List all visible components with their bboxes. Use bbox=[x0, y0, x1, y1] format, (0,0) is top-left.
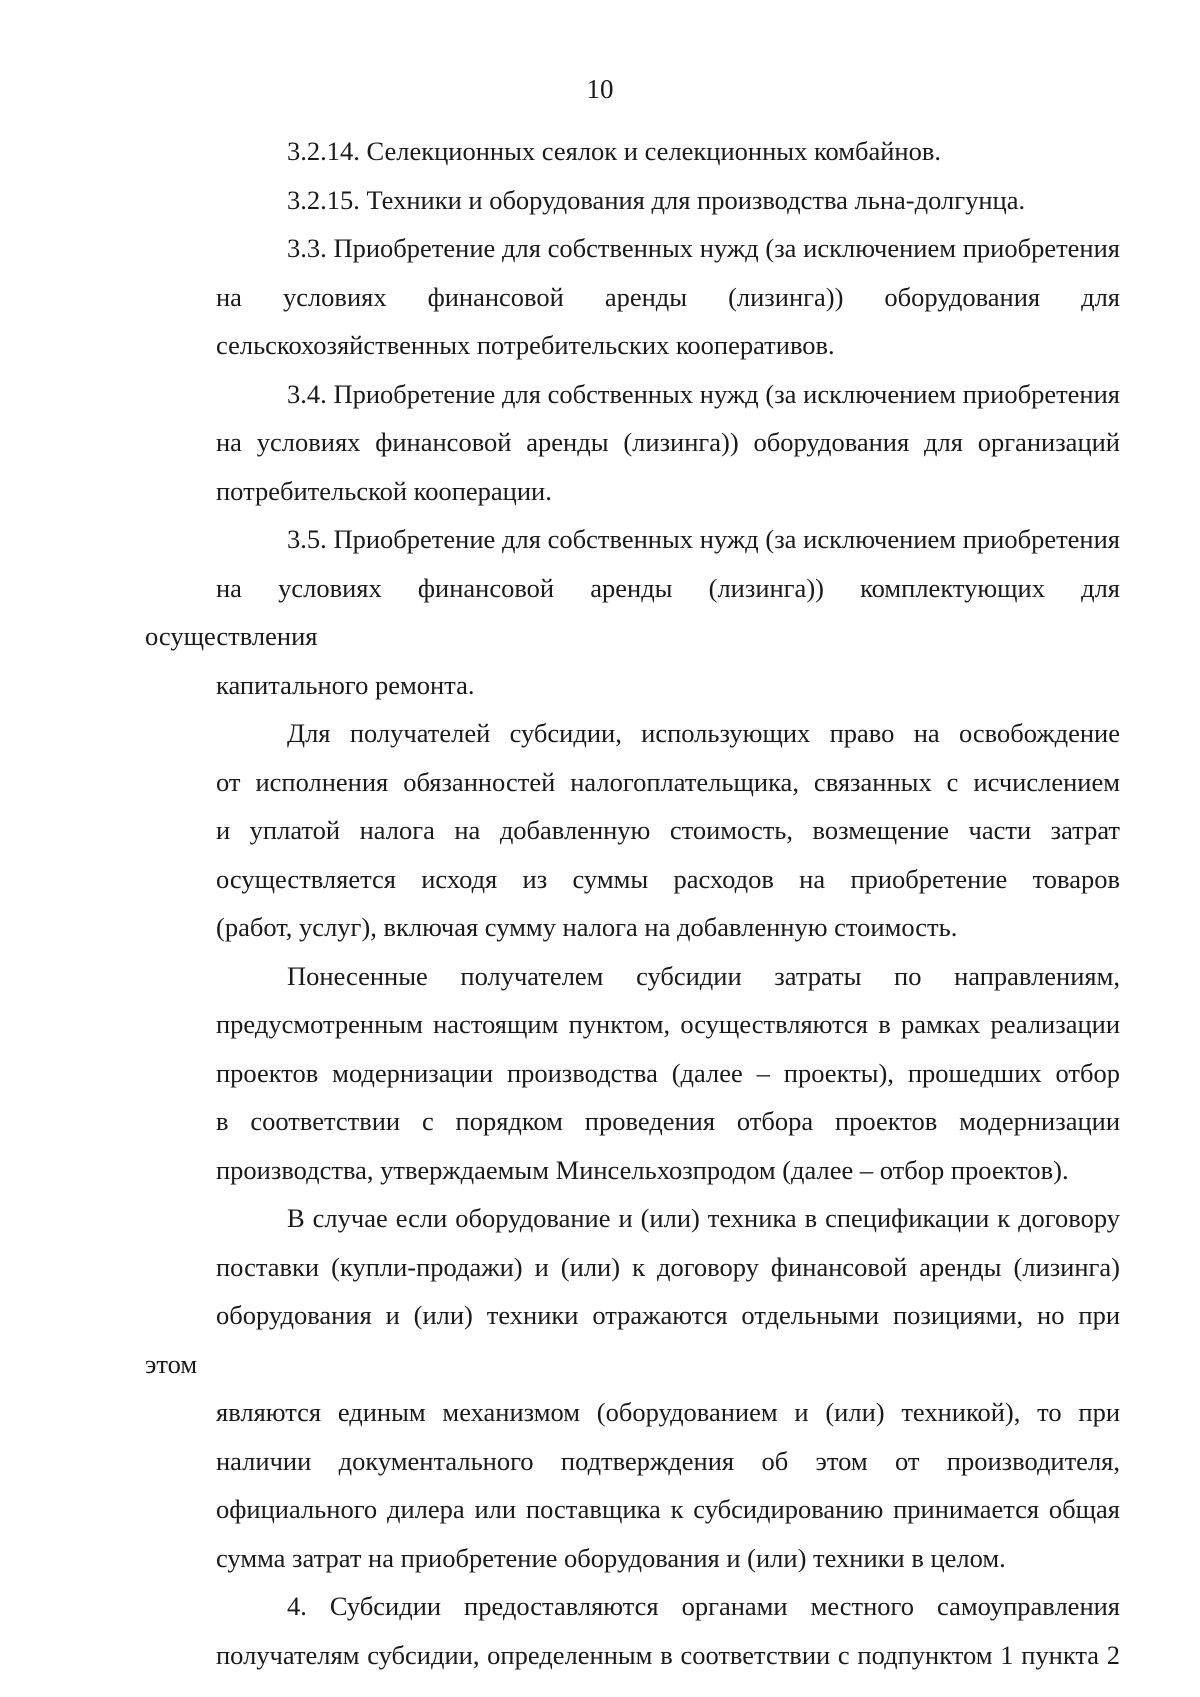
text-line: 3.3. Приобретение для собственных нужд (за исключением приобретения bbox=[287, 233, 1120, 263]
paragraph-3-2-14 bbox=[145, 127, 1120, 176]
text-line: официального дилера или поставщика к субсидированию принимается общая bbox=[216, 1494, 1120, 1524]
text-line: и уплатой налога на добавленную стоимость, возмещение части затрат bbox=[216, 815, 1120, 845]
paragraph-incurred-costs bbox=[145, 952, 1120, 1195]
text-line: на условиях финансовой аренды (лизинга)) комплектующих для осуществления bbox=[145, 572, 1120, 651]
text-line: на условиях финансовой аренды (лизинга)) оборудования для организаций bbox=[216, 427, 1120, 457]
paragraph-3-5 bbox=[145, 515, 1120, 709]
text-line: производства, утверждаемым Минсельхозпродом (далее – отбор проектов). bbox=[216, 1154, 1069, 1185]
text-line: (работ, услуг), включая сумму налога на добавленную стоимость. bbox=[216, 912, 958, 942]
text-line: в соответствии с порядком проведения отбора проектов модернизации bbox=[216, 1106, 1120, 1136]
text-line: 3.4. Приобретение для собственных нужд (за исключением приобретения bbox=[287, 378, 1120, 409]
text-line: капитального ремонта. bbox=[216, 669, 475, 700]
text-line: В случае если оборудование и (или) техника в спецификации к договору bbox=[287, 1203, 1120, 1233]
paragraph-4 bbox=[145, 1582, 1120, 1679]
text-line: потребительской кооперации. bbox=[216, 475, 552, 506]
paragraph-vat-exemption bbox=[145, 709, 1120, 952]
text-line: сумма затрат на приобретение оборудования и (или) техники в целом. bbox=[216, 1542, 1006, 1573]
text-line: сельскохозяйственных потребительских кооперативов. bbox=[216, 330, 835, 360]
text-line: являются единым механизмом (оборудованием и (или) техникой), то при bbox=[216, 1397, 1120, 1427]
text-line: на условиях финансовой аренды (лизинга)) оборудования для bbox=[216, 281, 1120, 312]
paragraph-3-3 bbox=[145, 224, 1120, 370]
paragraph-3-2-15 bbox=[145, 176, 1120, 225]
text-line: Для получателей субсидии, использующих право на освобождение bbox=[287, 718, 1120, 748]
text-line: Понесенные получателем субсидии затраты по направлениям, bbox=[287, 960, 1120, 991]
text-line: 3.5. Приобретение для собственных нужд (за исключением приобретения bbox=[287, 524, 1120, 554]
text-line: 3.2.14. Селекционных сеялок и селекционных комбайнов. bbox=[287, 136, 941, 166]
text-line: осуществляется исходя из суммы расходов на приобретение товаров bbox=[216, 863, 1120, 894]
text-line: предусмотренным настоящим пунктом, осуществляются в рамках реализации bbox=[216, 1009, 1120, 1039]
text-line: проектов модернизации производства (далее – проекты), прошедших отбор bbox=[216, 1057, 1120, 1088]
text-line: оборудования и (или) техники отражаются отдельными позициями, но при этом bbox=[145, 1300, 1120, 1379]
text-line: от исполнения обязанностей налогоплательщика, связанных с исчислением bbox=[216, 766, 1120, 797]
text-line: наличии документального подтверждения об этом от производителя, bbox=[216, 1445, 1120, 1476]
text-line: 4. Субсидии предоставляются органами местного самоуправления bbox=[287, 1591, 1120, 1621]
text-line: получателям субсидии, определенным в соответствии с подпунктом 1 пункта 2 bbox=[216, 1639, 1120, 1670]
document-body bbox=[145, 127, 1120, 1679]
page-number: 10 bbox=[586, 74, 614, 104]
paragraph-equipment-specification bbox=[145, 1194, 1120, 1582]
text-line: 3.2.15. Техники и оборудования для производства льна-долгунца. bbox=[287, 184, 1026, 215]
paragraph-3-4 bbox=[145, 370, 1120, 516]
text-line: поставки (купли-продажи) и (или) к договору финансовой аренды (лизинга) bbox=[216, 1251, 1120, 1282]
